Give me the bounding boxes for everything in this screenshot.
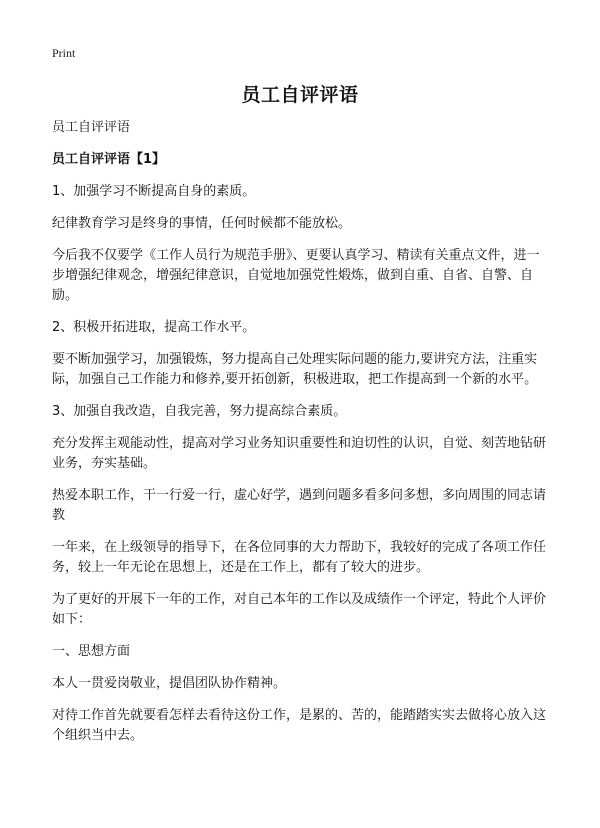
document-subtitle: 员工自评评语 bbox=[52, 120, 131, 135]
paragraph: 3、加强自我改造，自我完善，努力提高综合素质。 bbox=[52, 404, 347, 419]
paragraph: 一、思想方面 bbox=[52, 644, 131, 659]
paragraph: 今后我不仅要学《工作人员行为规范手册》、更要认真学习、精读有关重点文件，进一步增强纪律观念，增强纪律意识，自觉地加强党性煅炼，做到自重、自省、自警、自励。 bbox=[52, 248, 540, 303]
paragraph: 2、积极开拓进取，提高工作水平。 bbox=[52, 320, 256, 335]
paragraph: 对待工作首先就要看怎样去看待这份工作，是累的、苦的，能踏踏实实去做将心放入这个组织当中去。 bbox=[52, 708, 547, 743]
section-heading: 员工自评评语【1】 bbox=[52, 152, 166, 167]
paragraph: 1、加强学习不断提高自身的素质。 bbox=[52, 184, 256, 199]
page-title: 员工自评评语 bbox=[241, 84, 359, 106]
paragraph: 要不断加强学习，加强锻炼，努力提高自己处理实际问题的能力,要讲究方法，注重实际，加强自己工作能力和修养,要开拓创新，积极进取，把工作提高到一个新的水平。 bbox=[52, 352, 538, 387]
document-body bbox=[52, 118, 552, 758]
paragraph: 为了更好的开展下一年的工作，对自己本年的工作以及成绩作一个评定，特此个人评价如下： bbox=[52, 592, 547, 627]
paragraph: 本人一贯爱岗敬业，提倡团队协作精神。 bbox=[52, 676, 287, 691]
paragraph: 纪律教育学习是终身的事情，任何时候都不能放松。 bbox=[52, 216, 352, 231]
print-link[interactable]: Print bbox=[52, 46, 76, 60]
paragraph: 充分发挥主观能动性，提高对学习业务知识重要性和迫切性的认识，自觉、刻苦地钻研业务，夯实基础。 bbox=[52, 436, 547, 471]
paragraph: 热爱本职工作，干一行爱一行，虚心好学，遇到问题多看多问多想，多向周围的同志请教 bbox=[52, 488, 547, 523]
paragraph: 一年来，在上级领导的指导下，在各位同事的大力帮助下，我较好的完成了各项工作任务，较上一年无论在思想上，还是在工作上，都有了较大的进步。 bbox=[52, 540, 547, 575]
